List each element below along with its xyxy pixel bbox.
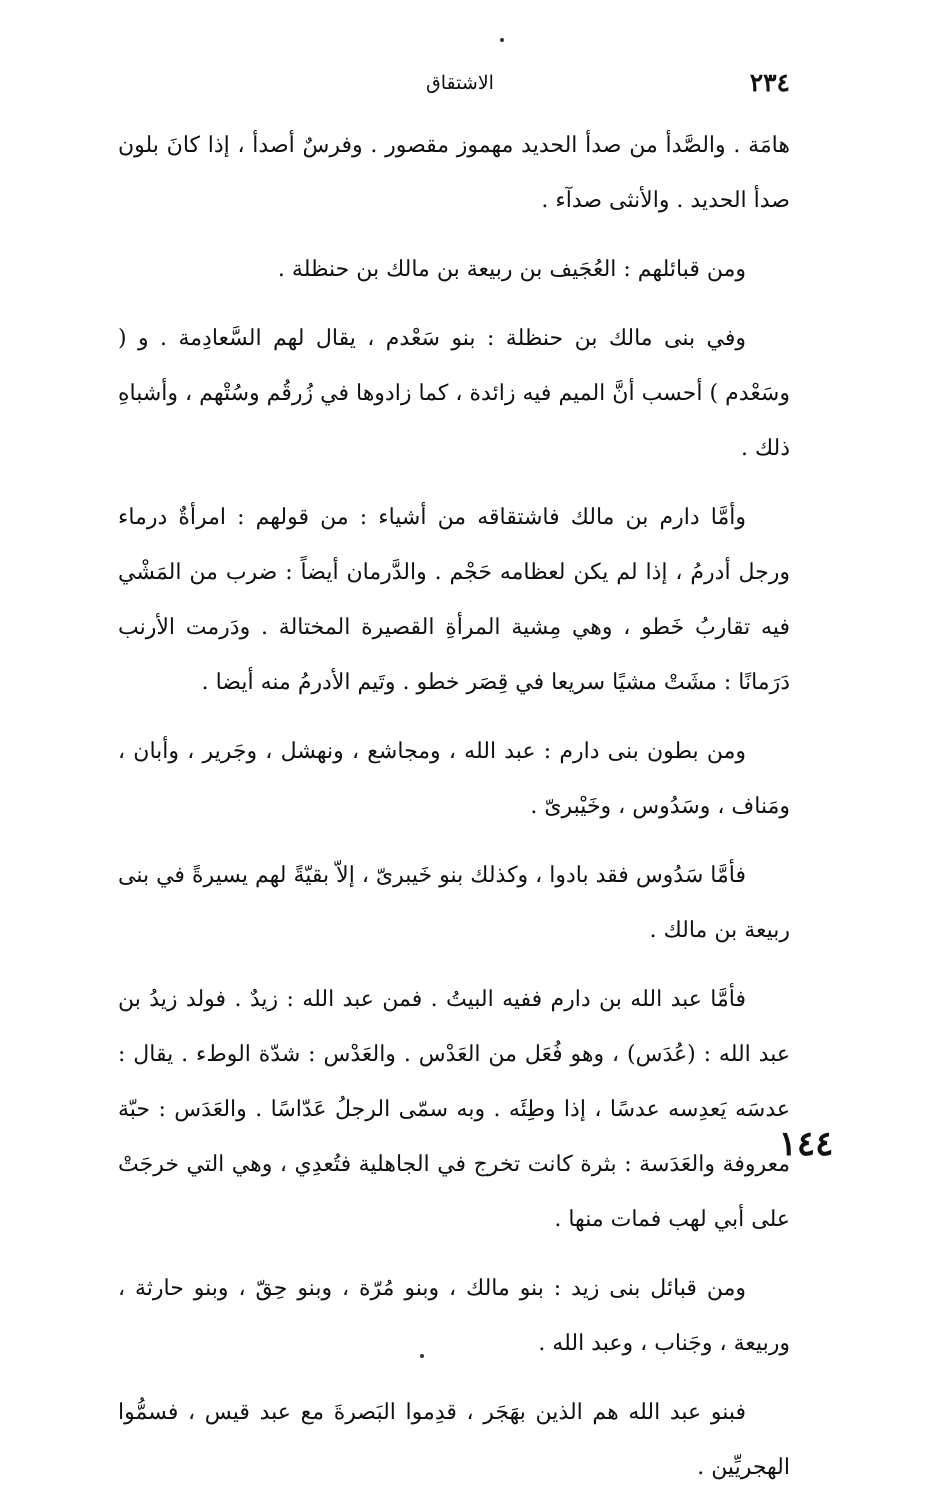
paragraph-darim-clans: ومن بطون بنى دارم : عبد الله ، ومجاشع ، ونهشل ، وجَرير ، وأبان ، ومَناف ، وسَدُوس ، وخَيْبرىّ . [118,739,790,819]
running-title: الاشتقاق [426,72,494,94]
paragraph-darim-etymology: وأمَّا دارم بن مالك فاشتقاقه من أشياء : من قولهم : امرأةٌ درماء ورجل أدرمُ ، إذا لم يكن لعظامه حَجْم . والدَّرمان أيضاً : ضرب من المَشْي فيه تقاربُ خَطو ، وهي مِشية المرأةِ القصيرة المختالة . ودَرمت الأرنب دَرَمانًا : مشَتْ مشيًا سريعا في قِصَر خطو . وتَيم الأدرمُ منه أيضا . [118,505,790,695]
page-number: ٢٣٤ [749,68,790,97]
paragraph-hama-sada: هامَة . والصَّدأ من صدأ الحديد مهموز مقصور . وفرسٌ أصدأ ، إذا كانَ بلون صدأ الحديد . والأنثى صدآء . [118,133,790,213]
page-header [130,68,790,108]
paragraph-zayd-clans: ومن قبائل بنى زيد : بنو مالك ، وبنو مُرّة ، وبنو حِقّ ، وبنو حارثة ، وربيعة ، وجَناب ، وعبد الله . [118,1276,790,1356]
paragraph-ujayf: ومن قبائلهم : العُجَيف بن ربيعة بن مالك بن حنظلة . [277,257,746,282]
page-speck-bottom [420,1354,424,1358]
margin-page-reference: ١٤٤ [778,1124,834,1164]
paragraph-sadus: فأمَّا سَدُوس فقد بادوا ، وكذلك بنو خَيبرىّ ، إلاّ بقيّةً لهم يسيرةً في بنى ربيعة بن مالك . [118,863,790,943]
body-text [118,118,790,1509]
paragraph-abdallah-udas: فأمَّا عبد الله بن دارم ففيه البيتُ . فمن عبد الله : زيدٌ . فولد زيدُ بن عبد الله : (عُدَس) ، وهو فُعَل من العَدْس . والعَدْس : شدّة الوطء . يقال : عدسَه يَعدِسه عدسًا ، إذا وطِئَه . وبه سمّى الرجلُ عَدّاسًا . والعَدَس : حبّة معروفة والعَدَسة : بثرة كانت تخرج في الجاهلية فتُعدِي ، وهي التي خرجَتْ على أبي لهب فمات منها . [118,987,790,1232]
paragraph-sadim: وفي بنى مالك بن حنظلة : بنو سَعْدم ، يقال لهم السَّعادِمة . و ( وسَعْدم ) أحسب أنَّ الميم فيه زائدة ، كما زادوها في زُرقُم وسُتْهم ، وأشباهِ ذلك . [118,326,790,461]
paragraph-hajar: فبنو عبد الله هم الذين بهَجَر ، قدِموا البَصرةَ مع عبد قيس ، فسمُّوا الهجريِّين . [118,1400,790,1480]
page-speck-top [500,38,504,42]
